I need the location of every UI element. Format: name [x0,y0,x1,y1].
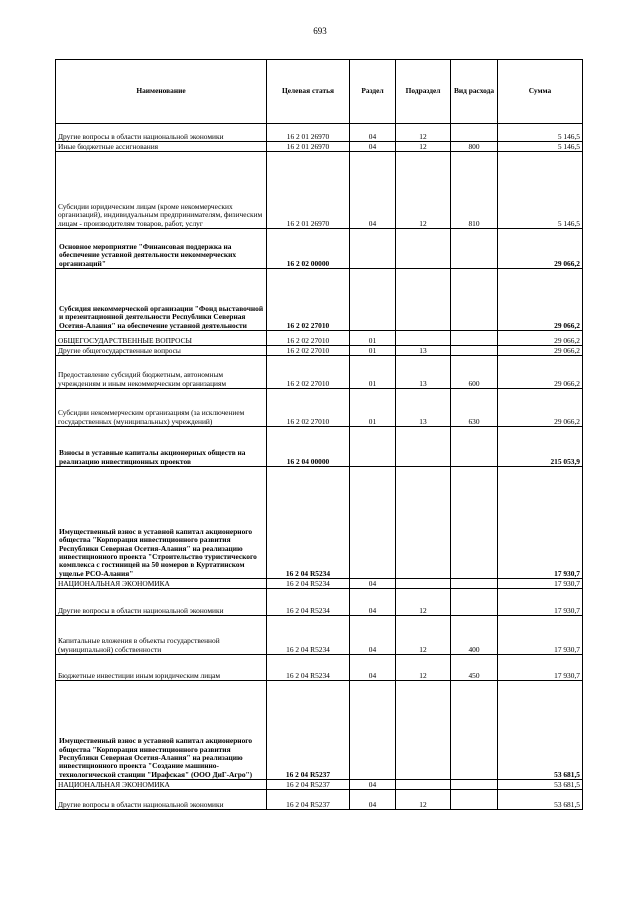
cell-section: 04 [350,142,396,152]
cell-name: Субсидии юридическим лицам (кроме некоммерческих организаций), индивидуальным предпринимателям, физическим лицам - производителям товаров, работ, услуг [56,152,267,229]
header-target-article: Целевая статья [267,60,350,124]
budget-table [55,59,583,810]
cell-section: 04 [350,790,396,810]
cell-target-article: 16 2 02 00000 [267,229,350,269]
table-row [56,467,583,579]
cell-section: 01 [350,331,396,346]
cell-section: 04 [350,780,396,790]
cell-expense-type: 630 [451,389,498,427]
cell-target-article: 16 2 04 R5234 [267,655,350,681]
cell-amount: 29 066,2 [498,356,583,389]
cell-subsection: 12 [396,142,451,152]
cell-section: 01 [350,346,396,356]
cell-name: Предоставление субсидий бюджетным, автономным учреждениям и иным некоммерческим организациям [56,356,267,389]
header-amount: Сумма [498,60,583,124]
cell-target-article: 16 2 04 R5237 [267,681,350,780]
cell-expense-type: 800 [451,142,498,152]
table-row [56,790,583,810]
cell-target-article: 16 2 04 R5234 [267,579,350,589]
table-body [56,124,583,810]
cell-expense-type [451,780,498,790]
cell-expense-type [451,229,498,269]
table-row [56,427,583,467]
cell-subsection: 13 [396,356,451,389]
cell-expense-type: 810 [451,152,498,229]
cell-expense-type [451,681,498,780]
cell-target-article: 16 2 02 27010 [267,346,350,356]
cell-name: Другие вопросы в области национальной экономики [56,124,267,142]
cell-amount: 29 066,2 [498,346,583,356]
cell-subsection [396,331,451,346]
cell-name: Субсидия некоммерческой организации "Фонд выставочной и презентационной деятельности Республики Северная Осетия-Алания" на обеспечение уставной деятельности [56,269,267,331]
cell-target-article: 16 2 04 R5234 [267,616,350,655]
cell-expense-type: 400 [451,616,498,655]
table-row [56,346,583,356]
table-row [56,655,583,681]
cell-expense-type [451,467,498,579]
header-section: Раздел [350,60,396,124]
cell-target-article: 16 2 01 26970 [267,152,350,229]
table-row [56,331,583,346]
cell-expense-type: 450 [451,655,498,681]
cell-amount: 17 930,7 [498,655,583,681]
cell-name: Субсидии некоммерческим организациям (за исключением государственных (муниципальных) учреждений) [56,389,267,427]
cell-name: Имущественный взнос в уставной капитал акционерного общества "Корпорация инвестиционного развития Республики Северная Осетия-Алания" на реализацию инвестиционного проекта "Создание машинно-технологической станции "Ирафская" (ООО ДиГ-Агро") [56,681,267,780]
table-row [56,589,583,616]
cell-section [350,269,396,331]
cell-subsection: 12 [396,655,451,681]
cell-expense-type [451,589,498,616]
table-row [56,142,583,152]
table-row [56,152,583,229]
cell-target-article: 16 2 04 R5234 [267,467,350,579]
table-row [56,269,583,331]
cell-amount: 29 066,2 [498,331,583,346]
cell-target-article: 16 2 04 00000 [267,427,350,467]
cell-expense-type [451,331,498,346]
cell-expense-type [451,790,498,810]
cell-name: Капитальные вложения в объекты государственной (муниципальной) собственности [56,616,267,655]
page-number: 693 [313,26,327,36]
cell-amount: 17 930,7 [498,579,583,589]
cell-section: 04 [350,616,396,655]
cell-subsection: 12 [396,152,451,229]
cell-name: Другие вопросы в области национальной экономики [56,589,267,616]
cell-section: 01 [350,356,396,389]
cell-subsection [396,467,451,579]
cell-amount: 29 066,2 [498,389,583,427]
cell-target-article: 16 2 04 R5237 [267,790,350,810]
cell-amount: 215 053,9 [498,427,583,467]
cell-subsection [396,229,451,269]
cell-section: 04 [350,655,396,681]
cell-subsection: 13 [396,346,451,356]
cell-name: Другие общегосударственные вопросы [56,346,267,356]
cell-amount: 53 681,5 [498,681,583,780]
cell-target-article: 16 2 02 27010 [267,269,350,331]
cell-section: 04 [350,589,396,616]
cell-name: Иные бюджетные ассигнования [56,142,267,152]
cell-amount: 29 066,2 [498,229,583,269]
cell-amount: 17 930,7 [498,589,583,616]
cell-name: Основное мероприятие "Финансовая поддержка на обеспечение уставной деятельности некоммерческих организаций" [56,229,267,269]
cell-section: 04 [350,579,396,589]
cell-name: НАЦИОНАЛЬНАЯ ЭКОНОМИКА [56,579,267,589]
table-row [56,124,583,142]
cell-name: Имущественный взнос в уставной капитал акционерного общества "Корпорация инвестиционного развития Республики Северная Осетия-Алания" на реализацию инвестиционного проекта "Строительство туристического комплекса с гостиницей на 50 номеров в Куртатинском ущелье РСО-Алания" [56,467,267,579]
cell-target-article: 16 2 01 26970 [267,124,350,142]
cell-amount: 29 066,2 [498,269,583,331]
cell-target-article: 16 2 01 26970 [267,142,350,152]
cell-amount: 17 930,7 [498,467,583,579]
table-row [56,780,583,790]
cell-amount: 17 930,7 [498,616,583,655]
header-expense-type: Вид расхода [451,60,498,124]
cell-section [350,681,396,780]
cell-name: Взносы в уставные капиталы акционерных обществ на реализацию инвестиционных проектов [56,427,267,467]
cell-amount: 5 146,5 [498,124,583,142]
cell-section: 04 [350,124,396,142]
table-row [56,229,583,269]
cell-amount: 5 146,5 [498,142,583,152]
cell-expense-type [451,579,498,589]
cell-section: 04 [350,152,396,229]
cell-name: Бюджетные инвестиции иным юридическим лицам [56,655,267,681]
cell-subsection: 12 [396,589,451,616]
cell-expense-type [451,269,498,331]
cell-section: 01 [350,389,396,427]
header-name: Наименование [56,60,267,124]
cell-expense-type [451,346,498,356]
table-row [56,681,583,780]
cell-subsection [396,681,451,780]
cell-name: Другие вопросы в области национальной экономики [56,790,267,810]
cell-amount: 53 681,5 [498,780,583,790]
cell-amount: 5 146,5 [498,152,583,229]
table-row [56,389,583,427]
cell-section [350,467,396,579]
cell-subsection: 12 [396,124,451,142]
cell-subsection: 12 [396,616,451,655]
cell-expense-type: 600 [451,356,498,389]
table-row [56,579,583,589]
cell-expense-type [451,427,498,467]
table-row [56,356,583,389]
table-row [56,616,583,655]
cell-subsection [396,427,451,467]
cell-subsection [396,579,451,589]
cell-target-article: 16 2 04 R5234 [267,589,350,616]
cell-subsection: 13 [396,389,451,427]
cell-subsection [396,780,451,790]
cell-target-article: 16 2 04 R5237 [267,780,350,790]
cell-amount: 53 681,5 [498,790,583,810]
cell-subsection: 12 [396,790,451,810]
cell-section [350,229,396,269]
cell-name: НАЦИОНАЛЬНАЯ ЭКОНОМИКА [56,780,267,790]
cell-target-article: 16 2 02 27010 [267,356,350,389]
header-subsection: Подраздел [396,60,451,124]
cell-expense-type [451,124,498,142]
cell-subsection [396,269,451,331]
cell-target-article: 16 2 02 27010 [267,331,350,346]
cell-target-article: 16 2 02 27010 [267,389,350,427]
table-header-row [56,60,583,124]
cell-section [350,427,396,467]
cell-name: ОБЩЕГОСУДАРСТВЕННЫЕ ВОПРОСЫ [56,331,267,346]
